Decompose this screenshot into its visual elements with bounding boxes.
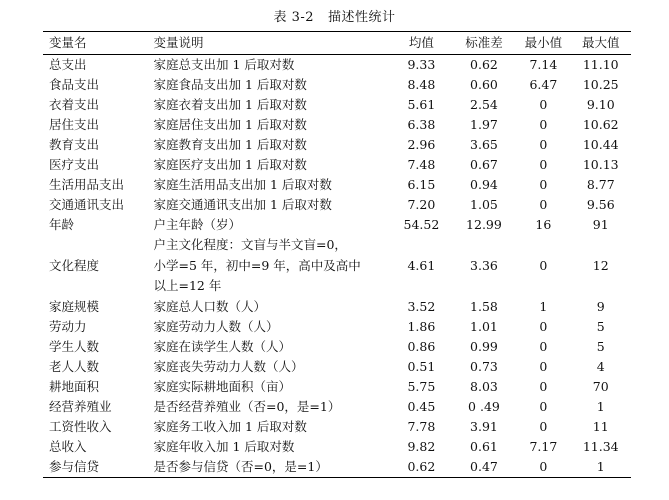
cell-variable-name: 食品支出: [49, 77, 100, 92]
cell-variable-description: [154, 357, 392, 377]
cell-variable-name: 家庭规模: [49, 298, 100, 314]
cell-min: 0: [539, 97, 548, 112]
description-line: 家庭医疗支出加 1 后取对数: [153, 157, 307, 172]
cell-std-dev: 3.91: [470, 418, 498, 434]
cell-mean: 7.78: [407, 418, 436, 434]
cell-variable-name: 耕地面积: [49, 378, 100, 394]
cell-min: 0: [539, 358, 548, 374]
cell-max: 10.44: [582, 137, 619, 152]
table-row: [43, 297, 631, 317]
table-row: [43, 357, 631, 377]
cell-min: 0: [539, 117, 548, 132]
table-caption: [0, 6, 669, 25]
cell-variable-name: 参与信贷: [49, 458, 100, 474]
cell-std-dev: 0.61: [470, 438, 498, 454]
description-line: 家庭总人口数（人）: [153, 298, 267, 314]
cell-std-dev: 0.67: [470, 157, 498, 172]
cell-mean: 0.62: [407, 458, 436, 474]
cell-variable-description: [154, 437, 392, 457]
cell-max: 91: [592, 217, 609, 232]
cell-std-dev: 1.05: [470, 197, 498, 212]
description-line: 家庭务工收入加 1 后取对数: [153, 418, 307, 434]
cell-variable-description: [154, 135, 392, 155]
cell-variable-name: 总支出: [49, 57, 87, 72]
descriptive-statistics-table: [43, 31, 631, 478]
table-row: [43, 55, 631, 76]
cell-mean: 8.48: [407, 77, 436, 92]
header-row: [43, 32, 631, 55]
cell-min: 0: [539, 177, 548, 192]
cell-variable-name: 居住支出: [49, 117, 100, 132]
cell-variable-description: [154, 115, 392, 135]
table-row: [43, 135, 631, 155]
cell-max: 9.56: [586, 197, 615, 212]
description-line: 家庭实际耕地面积（亩）: [153, 378, 292, 394]
cell-mean: 54.52: [403, 217, 440, 232]
cell-variable-name: 经营养殖业: [49, 398, 112, 414]
cell-mean: 3.52: [407, 298, 436, 314]
cell-variable-name: 教育支出: [49, 137, 100, 152]
description-line: 以上=12 年: [153, 278, 222, 293]
table-row: [43, 115, 631, 135]
table-row: [43, 377, 631, 397]
cell-mean: 5.61: [407, 97, 436, 112]
cell-max: 12: [592, 257, 609, 273]
table-row: [43, 155, 631, 175]
cell-variable-description: [154, 75, 392, 95]
cell-variable-name: 衣着支出: [49, 97, 100, 112]
description-line: 户主年龄（岁）: [153, 217, 242, 232]
cell-variable-name: 劳动力: [49, 318, 87, 334]
cell-variable-name: 医疗支出: [49, 157, 100, 172]
cell-mean: 0.51: [407, 358, 436, 374]
table-row: [43, 437, 631, 457]
cell-variable-name: 生活用品支出: [49, 177, 125, 192]
cell-max: 70: [592, 378, 609, 394]
cell-std-dev: 0.62: [470, 57, 498, 72]
cell-std-dev: 3.65: [470, 137, 498, 152]
cell-std-dev: 0.73: [470, 358, 498, 374]
cell-min: 6.47: [529, 77, 558, 92]
header-variable-description: 变量说明: [153, 35, 204, 50]
cell-max: 11.10: [582, 57, 619, 72]
cell-std-dev: 0.94: [470, 177, 498, 192]
cell-mean: 6.38: [407, 117, 436, 132]
description-line: 家庭在读学生人数（人）: [153, 338, 292, 354]
description-line: 家庭交通通讯支出加 1 后取对数: [153, 197, 332, 212]
cell-variable-description: [154, 95, 392, 115]
cell-max: 11.34: [582, 438, 619, 454]
description-line: 是否参与信贷（否=0，是=1）: [153, 458, 328, 474]
cell-variable-name: 年龄: [49, 217, 75, 232]
cell-max: 9.10: [586, 97, 615, 112]
cell-std-dev: 12.99: [466, 217, 502, 232]
cell-mean: 5.75: [407, 378, 436, 394]
description-line: 家庭劳动力人数（人）: [153, 318, 279, 334]
cell-mean: 7.20: [407, 197, 436, 212]
table-row: [43, 95, 631, 115]
cell-max: 11: [592, 418, 609, 434]
cell-min: 0: [539, 418, 548, 434]
table-row: [43, 337, 631, 357]
cell-std-dev: 0.47: [470, 458, 498, 474]
cell-variable-name: 老人人数: [49, 358, 100, 374]
cell-max: 5: [596, 338, 605, 354]
cell-mean: 0.45: [407, 398, 436, 414]
description-line: 户主文化程度：文盲与半文盲=0，: [153, 237, 347, 252]
cell-std-dev: 0 .49: [468, 398, 500, 414]
description-line: 家庭居住支出加 1 后取对数: [153, 117, 307, 132]
cell-variable-description: [154, 397, 392, 417]
cell-max: 5: [596, 318, 605, 334]
description-line: 小学=5 年，初中=9 年，高中及高中: [153, 257, 361, 273]
cell-std-dev: 8.03: [470, 378, 498, 394]
cell-variable-description: [154, 317, 392, 337]
cell-std-dev: 1.58: [470, 298, 498, 314]
description-line: 家庭食品支出加 1 后取对数: [153, 77, 307, 92]
description-line: 家庭衣着支出加 1 后取对数: [153, 97, 307, 112]
table-row: [43, 195, 631, 215]
cell-variable-description: [154, 155, 392, 175]
cell-std-dev: 2.54: [470, 97, 498, 112]
cell-std-dev: 0.60: [470, 77, 498, 92]
cell-variable-description: [154, 337, 392, 357]
cell-min: 0: [539, 157, 548, 172]
cell-max: 10.13: [582, 157, 619, 172]
cell-variable-description: [154, 417, 392, 437]
cell-variable-description: [154, 175, 392, 195]
description-line: 是否经营养殖业（否=0，是=1）: [153, 398, 341, 414]
cell-variable-description: [154, 235, 392, 297]
cell-max: 9: [596, 298, 605, 314]
cell-std-dev: 1.01: [470, 318, 498, 334]
header-min: 最小值: [524, 35, 563, 50]
cell-variable-description: [154, 195, 392, 215]
description-line: 家庭丧失劳动力人数（人）: [153, 358, 304, 374]
cell-mean: 1.86: [407, 318, 436, 334]
table-row: [43, 215, 631, 235]
cell-min: 0: [539, 338, 548, 354]
table-row: [43, 175, 631, 195]
cell-min: 7.14: [529, 57, 558, 72]
cell-mean: 2.96: [407, 137, 436, 152]
table-row: [43, 397, 631, 417]
table-row: [43, 457, 631, 478]
cell-mean: 9.33: [407, 57, 436, 72]
cell-variable-name: 文化程度: [49, 257, 100, 273]
cell-variable-name: 工资性收入: [49, 418, 112, 434]
description-line: 家庭教育支出加 1 后取对数: [153, 137, 307, 152]
cell-std-dev: 0.99: [470, 338, 498, 354]
cell-min: 0: [539, 398, 548, 414]
cell-max: 10.62: [582, 117, 619, 132]
header-max: 最大值: [581, 35, 620, 50]
table-row: [43, 417, 631, 437]
cell-min: 0: [539, 257, 548, 273]
cell-variable-description: [154, 297, 392, 317]
cell-mean: 4.61: [407, 257, 436, 273]
cell-max: 10.25: [582, 77, 619, 92]
table-row: [43, 317, 631, 337]
cell-variable-description: [154, 55, 392, 76]
cell-min: 0: [539, 197, 548, 212]
cell-variable-name: 总收入: [49, 438, 87, 454]
cell-min: 7.17: [529, 438, 558, 454]
table-number: 表 3-2: [273, 10, 315, 25]
description-line: 家庭年收入加 1 后取对数: [153, 438, 295, 454]
cell-max: 1: [596, 458, 605, 474]
cell-max: 8.77: [586, 177, 615, 192]
description-line: 家庭生活用品支出加 1 后取对数: [153, 177, 332, 192]
table-body: [43, 55, 631, 478]
cell-min: 1: [539, 298, 548, 314]
table-row: [43, 235, 631, 297]
description-line: 家庭总支出加 1 后取对数: [153, 57, 295, 72]
table-row: [43, 75, 631, 95]
table-title: 描述性统计: [328, 10, 396, 25]
cell-variable-name: 学生人数: [49, 338, 100, 354]
cell-std-dev: 3.36: [470, 257, 498, 273]
cell-std-dev: 1.97: [470, 117, 498, 132]
cell-mean: 6.15: [407, 177, 436, 192]
cell-variable-description: [154, 215, 392, 235]
header-std-dev: 标准差: [465, 35, 503, 50]
cell-mean: 0.86: [407, 338, 436, 354]
cell-min: 0: [539, 137, 548, 152]
cell-min: 16: [535, 217, 552, 232]
cell-min: 0: [539, 318, 548, 334]
cell-min: 0: [539, 378, 548, 394]
cell-max: 4: [596, 358, 605, 374]
header-variable-name: 变量名: [49, 35, 87, 50]
cell-mean: 9.82: [407, 438, 436, 454]
cell-variable-description: [154, 457, 392, 478]
cell-max: 1: [596, 398, 605, 414]
cell-variable-name: 交通通讯支出: [49, 197, 125, 212]
cell-mean: 7.48: [407, 157, 436, 172]
cell-variable-description: [154, 377, 392, 397]
header-mean: 均值: [408, 35, 434, 50]
cell-min: 0: [539, 458, 548, 474]
